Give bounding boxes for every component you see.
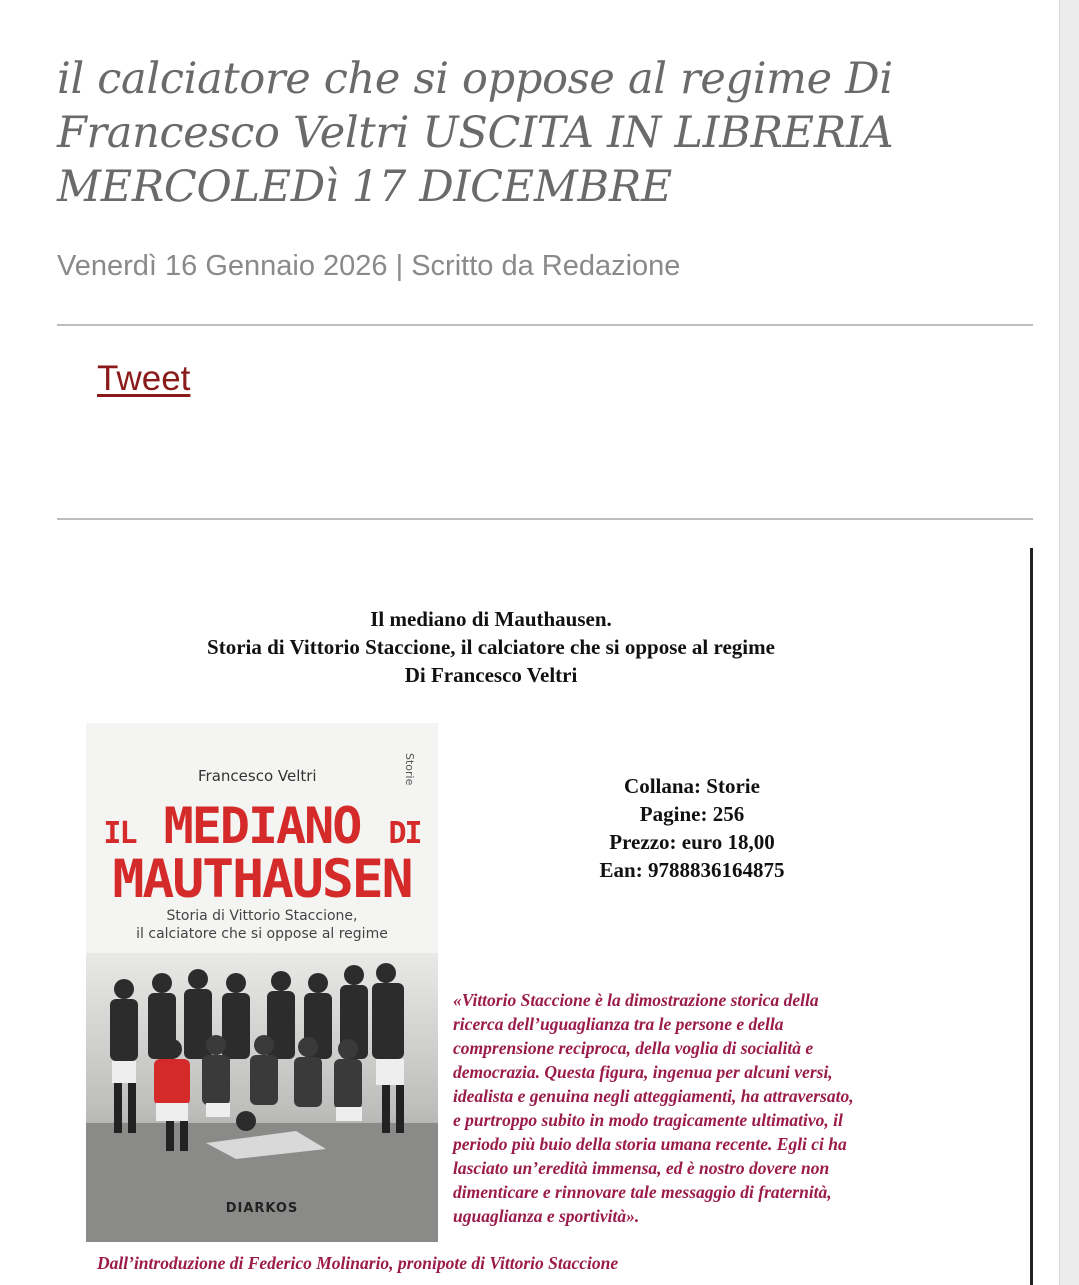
quote-credit: Dall’introduzione di Federico Molinario, pronipote di Vittorio Staccione bbox=[97, 1253, 619, 1273]
book-detail-line: Pagine: 256 bbox=[639, 802, 745, 826]
cover-series: Storie bbox=[403, 753, 416, 786]
book-detail-line: Prezzo: euro 18,00 bbox=[609, 830, 775, 854]
article-meta: Venerdì 16 Gennaio 2026 | Scritto da Redazione bbox=[57, 250, 681, 282]
book-quote bbox=[453, 988, 993, 1228]
quote-line: «Vittorio Staccione è la dimostrazione storica della bbox=[453, 990, 819, 1010]
cover-subtitle bbox=[86, 907, 438, 943]
quote-line: e purtroppo subito in modo tragicamente ultimativo, il bbox=[453, 1110, 843, 1130]
flyer-border bbox=[1030, 548, 1033, 1285]
cover-title-line-2: MAUTHAUSEN bbox=[112, 849, 412, 910]
flyer-heading bbox=[57, 605, 925, 689]
quote-line: comprensione reciproca, della voglia di socialità e bbox=[453, 1038, 814, 1058]
quote-line: periodo più buio della storia umana recente. Egli ci ha bbox=[453, 1134, 847, 1154]
quote-line: democrazia. Questa figura, ingenua per alcuni versi, bbox=[453, 1062, 833, 1082]
cover-title-word: MEDIANO bbox=[163, 797, 361, 855]
flyer-heading-line: Storia di Vittorio Staccione, il calciatore che si oppose al regime bbox=[207, 635, 775, 659]
quote-line: lasciato un’eredità immensa, ed è nostro dovere non bbox=[453, 1158, 830, 1178]
flyer-heading-line: Il mediano di Mauthausen. bbox=[370, 607, 612, 631]
right-gutter bbox=[1059, 0, 1079, 1285]
book-detail-line: Ean: 9788836164875 bbox=[599, 858, 785, 882]
quote-line: dimenticare e rinnovare tale messaggio di fraternità, bbox=[453, 1182, 832, 1202]
book-details bbox=[497, 772, 887, 884]
cover-publisher: DIARKOS bbox=[225, 1201, 299, 1216]
divider-bottom bbox=[57, 518, 1033, 520]
divider-top bbox=[57, 324, 1033, 326]
book-flyer-image bbox=[57, 548, 1033, 1285]
quote-line: uguaglianza e sportività». bbox=[453, 1206, 640, 1226]
cover-author: Francesco Veltri bbox=[198, 767, 317, 785]
tweet-link[interactable]: Tweet bbox=[97, 359, 191, 398]
cover-subtitle-line: Storia di Vittorio Staccione, bbox=[166, 908, 358, 924]
quote-line: ricerca dell’uguaglianza tra le persone e della bbox=[453, 1014, 784, 1034]
cover-title-word: DI bbox=[388, 816, 421, 851]
team-photo bbox=[86, 953, 438, 1242]
cover-title-word: IL bbox=[103, 816, 136, 851]
cover-subtitle-line: il calciatore che si oppose al regime bbox=[136, 926, 388, 942]
flyer-heading-line: Di Francesco Veltri bbox=[404, 663, 578, 687]
book-cover bbox=[86, 723, 438, 1242]
book-detail-line: Collana: Storie bbox=[624, 774, 760, 798]
article-title: il calciatore che si oppose al regime Di Francesco Veltri USCITA IN LIBRERIA MERCOLEDì 17 DICEMBRE bbox=[57, 54, 894, 212]
quote-line: idealista e genuina negli atteggiamenti, ha attraversato, bbox=[453, 1086, 854, 1106]
